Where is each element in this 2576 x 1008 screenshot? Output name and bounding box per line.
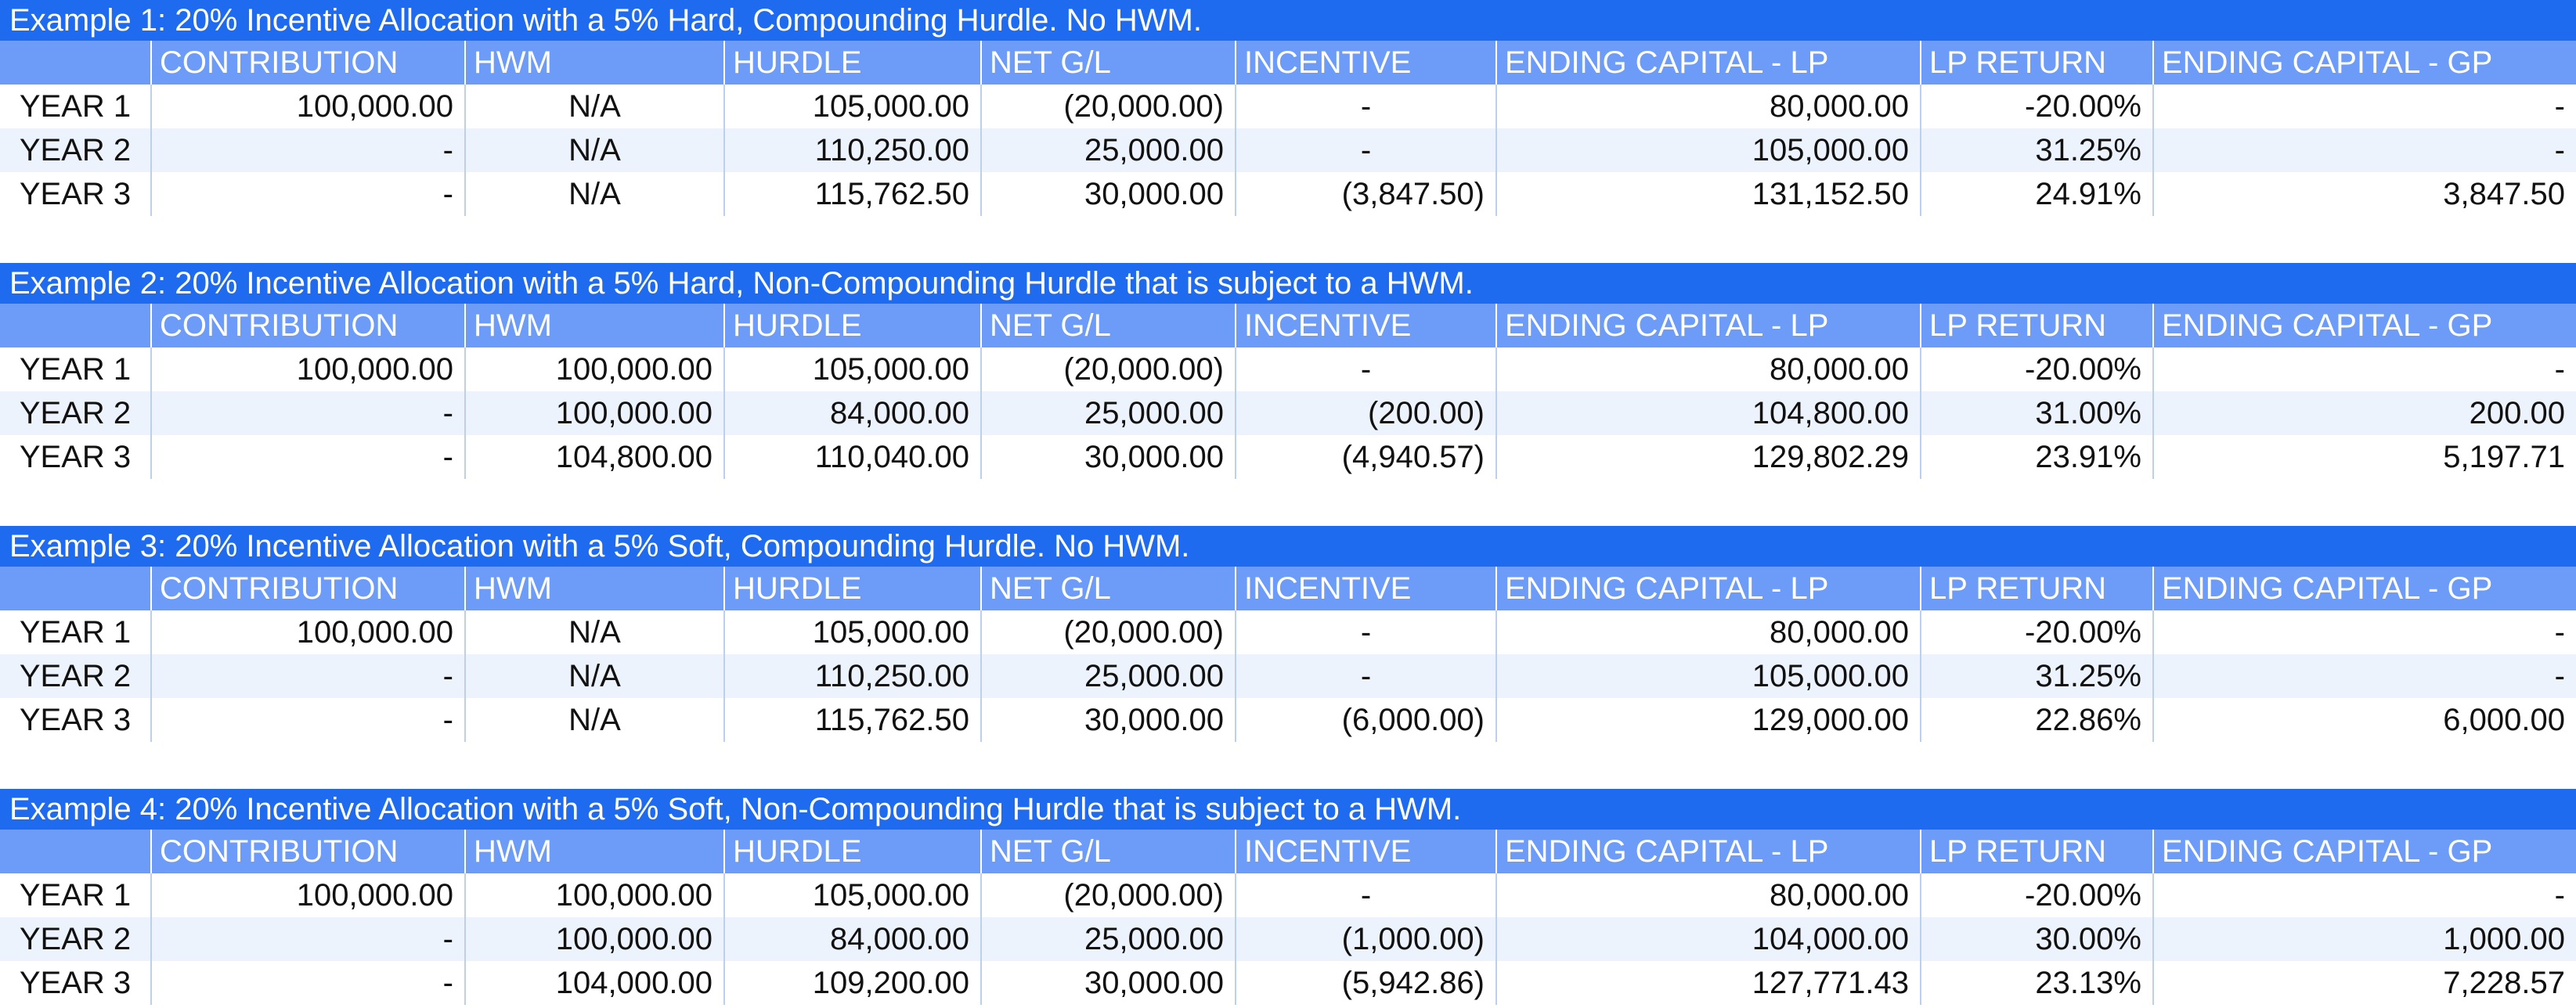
example-block (0, 526, 2576, 742)
table-row (0, 172, 2576, 216)
table-cell: (20,000.00) (981, 85, 1236, 128)
table-row (0, 654, 2576, 698)
column-header: ENDING CAPITAL - GP (2153, 567, 2576, 610)
table-cell: 25,000.00 (981, 654, 1236, 698)
table-cell: (1,000.00) (1236, 917, 1496, 961)
table-cell: 109,200.00 (724, 961, 981, 1005)
example-title: Example 4: 20% Incentive Allocation with a 5% Soft, Non-Compounding Hurdle that is subject to a HWM. (0, 789, 2576, 830)
table-cell: 104,000.00 (1496, 917, 1921, 961)
column-header: LP RETURN (1921, 567, 2153, 610)
table-cell: 110,250.00 (724, 128, 981, 172)
table-cell: 127,771.43 (1496, 961, 1921, 1005)
header-corner (0, 830, 151, 873)
table-cell: N/A (465, 610, 724, 654)
table-cell: 7,228.57 (2153, 961, 2576, 1005)
column-header: ENDING CAPITAL - GP (2153, 830, 2576, 873)
header-row (0, 567, 2576, 610)
table-cell: 105,000.00 (724, 347, 981, 391)
table-row (0, 917, 2576, 961)
column-header: LP RETURN (1921, 830, 2153, 873)
table-row (0, 85, 2576, 128)
example-table (0, 830, 2576, 1005)
table-cell: -20.00% (1921, 873, 2153, 917)
column-header: HURDLE (724, 41, 981, 85)
row-label: YEAR 3 (19, 439, 132, 474)
table-cell: -20.00% (1921, 347, 2153, 391)
example-table (0, 41, 2576, 216)
table-row (0, 347, 2576, 391)
example-title: Example 1: 20% Incentive Allocation with a 5% Hard, Compounding Hurdle. No HWM. (0, 0, 2576, 41)
table-cell: - (1236, 85, 1496, 128)
table-cell: - (151, 917, 465, 961)
column-header: INCENTIVE (1236, 304, 1496, 347)
column-header: CONTRIBUTION (151, 830, 465, 873)
table-cell: - (1236, 347, 1496, 391)
table-cell: 80,000.00 (1496, 873, 1921, 917)
table-cell: 6,000.00 (2153, 698, 2576, 742)
table-cell: 31.25% (1921, 128, 2153, 172)
row-label: YEAR 1 (19, 877, 132, 913)
header-corner (0, 567, 151, 610)
table-cell: 105,000.00 (1496, 128, 1921, 172)
table-cell: - (2153, 654, 2576, 698)
table-cell: 30,000.00 (981, 698, 1236, 742)
table-cell: - (2153, 347, 2576, 391)
row-label: YEAR 3 (19, 176, 132, 211)
table-cell: (3,847.50) (1236, 172, 1496, 216)
column-header: HWM (465, 41, 724, 85)
column-header: NET G/L (981, 830, 1236, 873)
table-cell: - (151, 698, 465, 742)
table-row (0, 698, 2576, 742)
column-header: ENDING CAPITAL - LP (1496, 830, 1921, 873)
table-cell: 80,000.00 (1496, 85, 1921, 128)
column-header: NET G/L (981, 567, 1236, 610)
table-cell: 84,000.00 (724, 917, 981, 961)
table-cell: - (2153, 85, 2576, 128)
table-cell: 5,197.71 (2153, 435, 2576, 479)
column-header: ENDING CAPITAL - GP (2153, 304, 2576, 347)
column-header: ENDING CAPITAL - LP (1496, 567, 1921, 610)
table-cell: (6,000.00) (1236, 698, 1496, 742)
table-cell: - (151, 172, 465, 216)
table-cell: 129,000.00 (1496, 698, 1921, 742)
table-cell: 131,152.50 (1496, 172, 1921, 216)
column-header: ENDING CAPITAL - LP (1496, 304, 1921, 347)
table-cell: 100,000.00 (151, 610, 465, 654)
row-label: YEAR 2 (0, 654, 151, 698)
column-header: HWM (465, 304, 724, 347)
table-cell: (20,000.00) (981, 347, 1236, 391)
table-cell: 104,800.00 (465, 435, 724, 479)
table-cell: - (151, 391, 465, 435)
table-cell: - (151, 435, 465, 479)
table-cell: 31.00% (1921, 391, 2153, 435)
table-cell: 80,000.00 (1496, 347, 1921, 391)
table-cell: 105,000.00 (1496, 654, 1921, 698)
header-row (0, 41, 2576, 85)
row-label: YEAR 1 (19, 351, 132, 387)
table-cell: N/A (465, 654, 724, 698)
column-header: HWM (465, 567, 724, 610)
row-label: YEAR 2 (0, 917, 151, 961)
table-cell: 1,000.00 (2153, 917, 2576, 961)
table-cell: 110,040.00 (724, 435, 981, 479)
row-label: YEAR 1 (19, 88, 132, 124)
table-cell: N/A (465, 85, 724, 128)
table-cell: 100,000.00 (465, 347, 724, 391)
row-label: YEAR 3 (19, 965, 132, 1000)
table-cell: (5,942.86) (1236, 961, 1496, 1005)
table-row (0, 961, 2576, 1005)
column-header: CONTRIBUTION (151, 304, 465, 347)
table-cell: - (1236, 873, 1496, 917)
row-label: YEAR 3 (19, 702, 132, 737)
column-header: INCENTIVE (1236, 830, 1496, 873)
table-cell: 80,000.00 (1496, 610, 1921, 654)
table-cell: 100,000.00 (151, 85, 465, 128)
table-row (0, 610, 2576, 654)
table-cell: 30.00% (1921, 917, 2153, 961)
table-cell: 25,000.00 (981, 917, 1236, 961)
table-cell: (20,000.00) (981, 873, 1236, 917)
table-cell: - (151, 128, 465, 172)
table-cell: (4,940.57) (1236, 435, 1496, 479)
table-row (0, 391, 2576, 435)
column-header: HURDLE (724, 567, 981, 610)
table-cell: -20.00% (1921, 610, 2153, 654)
header-row (0, 830, 2576, 873)
table-cell: 100,000.00 (465, 873, 724, 917)
column-header: NET G/L (981, 304, 1236, 347)
table-cell: 105,000.00 (724, 610, 981, 654)
table-cell: 110,250.00 (724, 654, 981, 698)
table-cell: 100,000.00 (151, 873, 465, 917)
column-header: ENDING CAPITAL - LP (1496, 41, 1921, 85)
header-row (0, 304, 2576, 347)
example-block (0, 789, 2576, 1005)
table-cell: (20,000.00) (981, 610, 1236, 654)
table-cell: 25,000.00 (981, 128, 1236, 172)
table-cell: 200.00 (2153, 391, 2576, 435)
table-row (0, 873, 2576, 917)
table-row (0, 435, 2576, 479)
table-cell: - (2153, 128, 2576, 172)
example-title: Example 3: 20% Incentive Allocation with a 5% Soft, Compounding Hurdle. No HWM. (0, 526, 2576, 567)
table-cell: 105,000.00 (724, 873, 981, 917)
row-label: YEAR 2 (0, 391, 151, 435)
table-cell: - (151, 654, 465, 698)
example-title: Example 2: 20% Incentive Allocation with a 5% Hard, Non-Compounding Hurdle that is subject to a HWM. (0, 263, 2576, 304)
table-cell: N/A (465, 172, 724, 216)
table-cell: 100,000.00 (151, 347, 465, 391)
table-cell: 105,000.00 (724, 85, 981, 128)
example-block (0, 263, 2576, 479)
header-corner (0, 304, 151, 347)
table-cell: (200.00) (1236, 391, 1496, 435)
table-cell: - (2153, 610, 2576, 654)
table-cell: N/A (465, 128, 724, 172)
table-cell: - (2153, 873, 2576, 917)
example-table (0, 304, 2576, 479)
table-cell: -20.00% (1921, 85, 2153, 128)
column-header: HWM (465, 830, 724, 873)
table-cell: 30,000.00 (981, 172, 1236, 216)
column-header: CONTRIBUTION (151, 567, 465, 610)
table-cell: 115,762.50 (724, 172, 981, 216)
table-cell: 129,802.29 (1496, 435, 1921, 479)
table-cell: - (1236, 128, 1496, 172)
table-cell: 100,000.00 (465, 391, 724, 435)
table-cell: 30,000.00 (981, 435, 1236, 479)
header-corner (0, 41, 151, 85)
column-header: LP RETURN (1921, 304, 2153, 347)
table-cell: 31.25% (1921, 654, 2153, 698)
column-header: HURDLE (724, 830, 981, 873)
table-cell: 115,762.50 (724, 698, 981, 742)
column-header: ENDING CAPITAL - GP (2153, 41, 2576, 85)
table-cell: - (151, 961, 465, 1005)
row-label: YEAR 1 (19, 614, 132, 650)
column-header: HURDLE (724, 304, 981, 347)
table-cell: 30,000.00 (981, 961, 1236, 1005)
column-header: LP RETURN (1921, 41, 2153, 85)
table-cell: 100,000.00 (465, 917, 724, 961)
table-cell: N/A (465, 698, 724, 742)
table-cell: 84,000.00 (724, 391, 981, 435)
column-header: INCENTIVE (1236, 567, 1496, 610)
row-label: YEAR 2 (0, 128, 151, 172)
table-cell: 104,000.00 (465, 961, 724, 1005)
table-cell: 25,000.00 (981, 391, 1236, 435)
column-header: INCENTIVE (1236, 41, 1496, 85)
table-cell: - (1236, 610, 1496, 654)
table-cell: 24.91% (1921, 172, 2153, 216)
table-cell: 22.86% (1921, 698, 2153, 742)
table-cell: 3,847.50 (2153, 172, 2576, 216)
table-row (0, 128, 2576, 172)
column-header: CONTRIBUTION (151, 41, 465, 85)
column-header: NET G/L (981, 41, 1236, 85)
table-cell: 23.91% (1921, 435, 2153, 479)
example-block (0, 0, 2576, 216)
table-cell: 23.13% (1921, 961, 2153, 1005)
table-cell: - (1236, 654, 1496, 698)
example-table (0, 567, 2576, 742)
table-cell: 104,800.00 (1496, 391, 1921, 435)
